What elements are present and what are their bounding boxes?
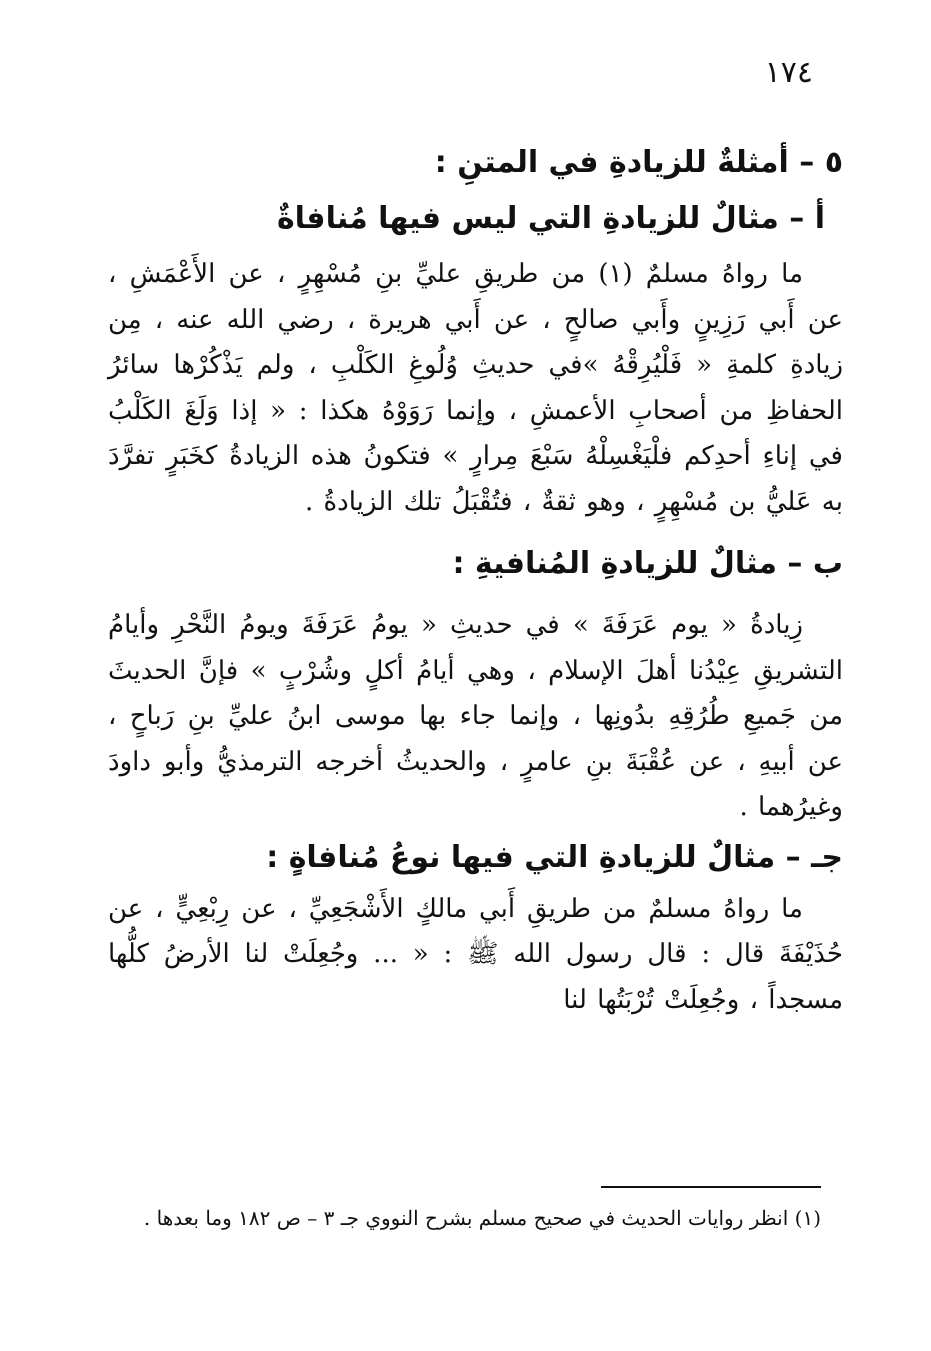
example-b-heading: ب – مثالٌ للزيادةِ المُنافيةِ : — [452, 546, 843, 581]
example-a-heading: أ – مثالٌ للزيادةِ التي ليس فيها مُنافاةٌ — [276, 201, 825, 236]
page-body — [108, 138, 843, 1023]
footnote: (١) انظر روايات الحديث في صحيح مسلم بشرح النووي جـ ٣ – ص ١٨٢ وما بعدها . — [143, 1206, 821, 1230]
example-a-paragraph: ما رواهُ مسلمٌ (١) من طريقِ عليِّ بنِ مُسْهِرٍ ، عن الأَعْمَشِ ، عن أَبي رَزِينٍ وأَبي صالحٍ ، عن أَبي هريرة ، رضي الله عنه ، مِن زيادةِ كلمةِ « فَلْيُرِقْهُ »في حديثِ وُلُوغِ الكَلْبِ ، ولم يَذْكُرْها سائرُ الحفاظِ من أصحابِ الأعمشِ ، وإنما رَوَوْهُ هكذا : « إذا وَلَغَ الكَلْبُ في إناءِ أحدِكم فلْيَغْسِلْهُ سَبْعَ مِرارٍ » فتكونُ هذه الزيادةُ كخَبَرٍ تفرَّدَ به عَليُّ بن مُسْهِرٍ ، وهو ثقةٌ ، فتُقْبَلُ تلك الزيادةُ . — [108, 259, 843, 517]
example-c-paragraph: ما رواهُ مسلمٌ من طريقِ أَبي مالكٍ الأَشْجَعِيِّ ، عن رِبْعِيٍّ ، عن حُذَيْفَةَ قال : قال رسول الله ﷺ : « ... وجُعِلَتْ لنا الأرضُ كلُّها مسجداً ، وجُعِلَتْ تُرْبَتُها لنا — [108, 893, 843, 1015]
example-b-paragraph: زِيادةُ « يوم عَرَفَةَ » في حديثِ « يومُ عَرَفَةَ ويومُ النَّحْرِ وأيامُ التشريقِ عِيْدُنا أهلَ الإسلام ، وهي أيامُ أكلٍ وشُرْبٍ » فإنَّ الحديثَ من جَميعِ طُرُقِهِ بدُونِها ، وإنما جاء بها موسى ابنُ عليِّ بنِ رَباحٍ ، عن أبيهِ ، عن عُقْبَةَ بنِ عامرٍ ، والحديثُ أخرجه الترمذيُّ وأبو داودَ وغيرُهما . — [108, 610, 843, 822]
example-c-heading: جـ – مثالٌ للزيادةِ التي فيها نوعُ مُنافاةٍ : — [266, 839, 843, 875]
page-number: ١٧٤ — [764, 55, 813, 90]
section-heading: ٥ – أمثلةٌ للزيادةِ في المتنِ : — [434, 145, 843, 180]
footnote-divider — [601, 1186, 821, 1188]
